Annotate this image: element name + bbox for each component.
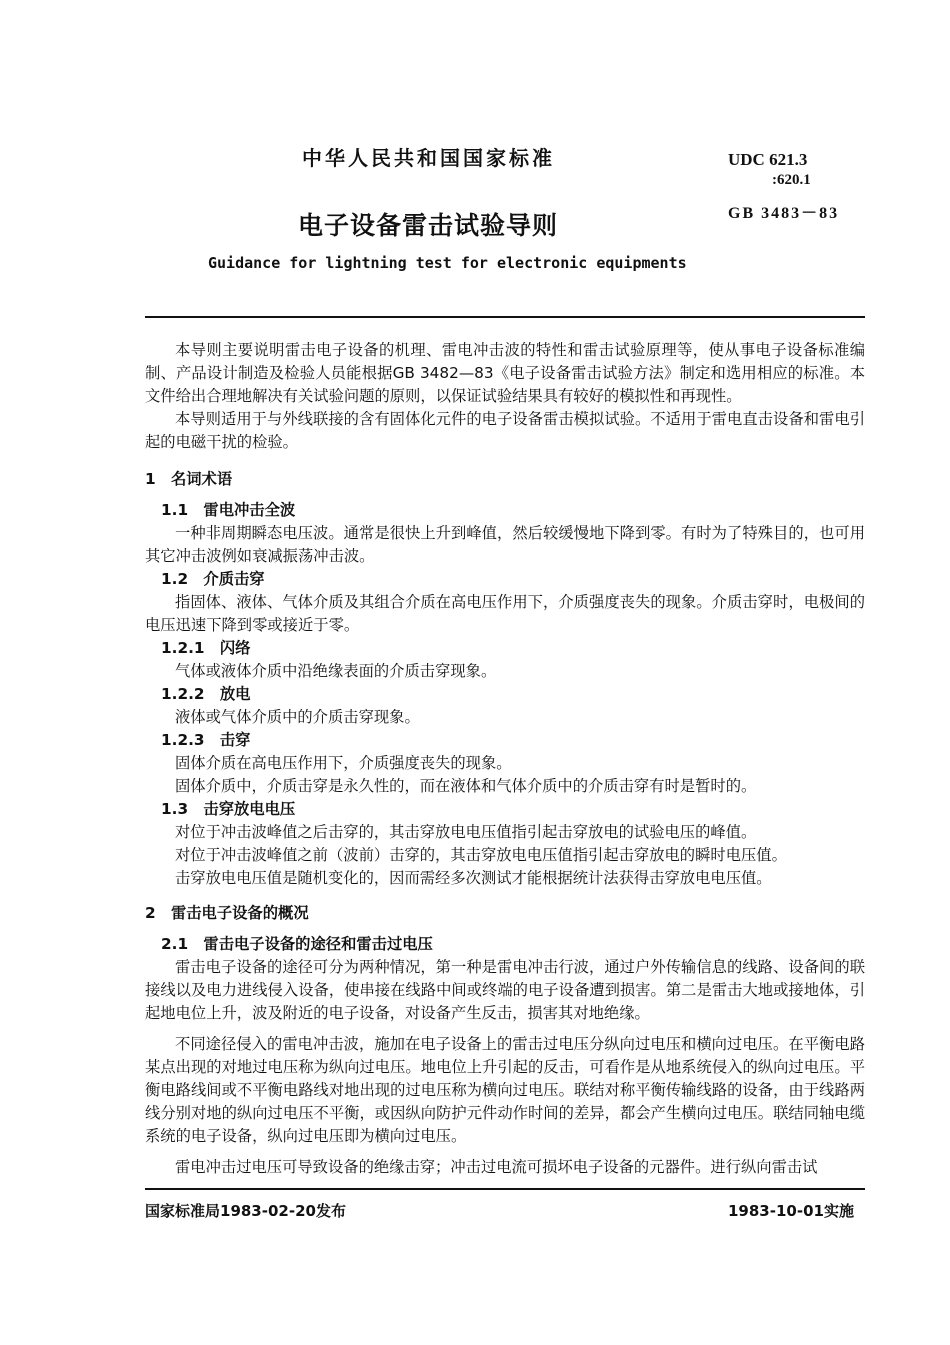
document-title-english: Guidance for lightning test for electronic equipments bbox=[208, 254, 687, 272]
paragraph: 液体或气体介质中的介质击穿现象。 bbox=[175, 708, 420, 726]
paragraph: 对位于冲击波峰值之后击穿的，其击穿放电电压值指引起击穿放电的试验电压的峰值。 bbox=[175, 823, 757, 841]
subsection-heading: 2.1 雷击电子设备的途径和雷击过电压 bbox=[161, 935, 433, 953]
issue-date: 国家标准局1983-02-20发布 bbox=[145, 1202, 346, 1220]
subsection-heading: 1.2.2 放电 bbox=[161, 685, 251, 703]
udc-code: UDC 621.3 bbox=[728, 150, 808, 169]
subsection-heading: 1.2.3 击穿 bbox=[161, 731, 251, 749]
paragraph: 雷电冲击过电压可导致设备的绝缘击穿；冲击过电流可损坏电子设备的元器件。进行纵向雷击试 bbox=[175, 1158, 818, 1176]
subsection-heading: 1.2 介质击穿 bbox=[161, 570, 265, 588]
bottom-divider bbox=[145, 1188, 865, 1190]
document-body bbox=[145, 339, 865, 1179]
effective-date: 1983-10-01实施 bbox=[728, 1202, 854, 1220]
paragraph: 雷击电子设备的途径可分为两种情况，第一种是雷电冲击行波，通过户外传输信息的线路、设备间的联接线以及电力进线侵入设备，使串接在线路中间或终端的电子设备遭到损害。第二是雷击大地或接地体，引起地电位上升，波及附近的电子设备，对设备产生反击，损害其对地绝缘。 bbox=[145, 958, 865, 1022]
paragraph: 击穿放电电压值是随机变化的，因而需经多次测试才能根据统计法获得击穿放电电压值。 bbox=[175, 869, 772, 887]
gb-number: GB 3483－83 bbox=[728, 205, 840, 222]
section-heading: 2 雷击电子设备的概况 bbox=[145, 904, 309, 922]
document-title: 电子设备雷击试验导则 bbox=[298, 211, 559, 240]
paragraph: 固体介质在高电压作用下，介质强度丧失的现象。 bbox=[175, 754, 512, 772]
top-divider bbox=[145, 316, 865, 318]
standard-type-heading: 中华人民共和国国家标准 bbox=[302, 146, 555, 170]
intro-paragraph: 本导则适用于与外线联接的含有固体化元件的电子设备雷击模拟试验。不适用于雷电直击设备和雷电引起的电磁干扰的检验。 bbox=[145, 410, 865, 451]
subsection-heading: 1.2.1 闪络 bbox=[161, 639, 251, 657]
udc-code-suffix: :620.1 bbox=[772, 172, 811, 188]
paragraph: 气体或液体介质中沿绝缘表面的介质击穿现象。 bbox=[175, 662, 497, 680]
paragraph: 一种非周期瞬态电压波。通常是很快上升到峰值，然后较缓慢地下降到零。有时为了特殊目的，也可用其它冲击波例如衰减振荡冲击波。 bbox=[145, 524, 865, 565]
paragraph: 对位于冲击波峰值之前（波前）击穿的，其击穿放电电压值指引起击穿放电的瞬时电压值。 bbox=[175, 846, 787, 864]
paragraph: 指固体、液体、气体介质及其组合介质在高电压作用下，介质强度丧失的现象。介质击穿时，电极间的电压迅速下降到零或接近于零。 bbox=[145, 593, 865, 634]
intro-paragraph: 本导则主要说明雷击电子设备的机理、雷电冲击波的特性和雷击试验原理等，使从事电子设备标准编制、产品设计制造及检验人员能根据GB 3482—83《电子设备雷击试验方法》制定和选用相应的标准。本文件给出合理地解决有关试验问题的原则，以保证试验结果具有较好的模拟性和再现性。 bbox=[145, 341, 865, 405]
paragraph: 不同途径侵入的雷电冲击波，施加在电子设备上的雷击过电压分纵向过电压和横向过电压。在平衡电路某点出现的对地过电压称为纵向过电压。地电位上升引起的反击，可看作是从地系统侵入的纵向过电压。平衡电路线间或不平衡电路线对地出现的过电压称为横向过电压。联结对称平衡传输线路的设备，由于线路两线分别对地的纵向过电压不平衡，或因纵向防护元件动作时间的差异，都会产生横向过电压。联结同轴电缆系统的电子设备，纵向过电压即为横向过电压。 bbox=[145, 1035, 865, 1145]
paragraph: 固体介质中，介质击穿是永久性的，而在液体和气体介质中的介质击穿有时是暂时的。 bbox=[175, 777, 757, 795]
section-heading: 1 名词术语 bbox=[145, 470, 233, 488]
subsection-heading: 1.3 击穿放电电压 bbox=[161, 800, 296, 818]
subsection-heading: 1.1 雷电冲击全波 bbox=[161, 501, 296, 519]
